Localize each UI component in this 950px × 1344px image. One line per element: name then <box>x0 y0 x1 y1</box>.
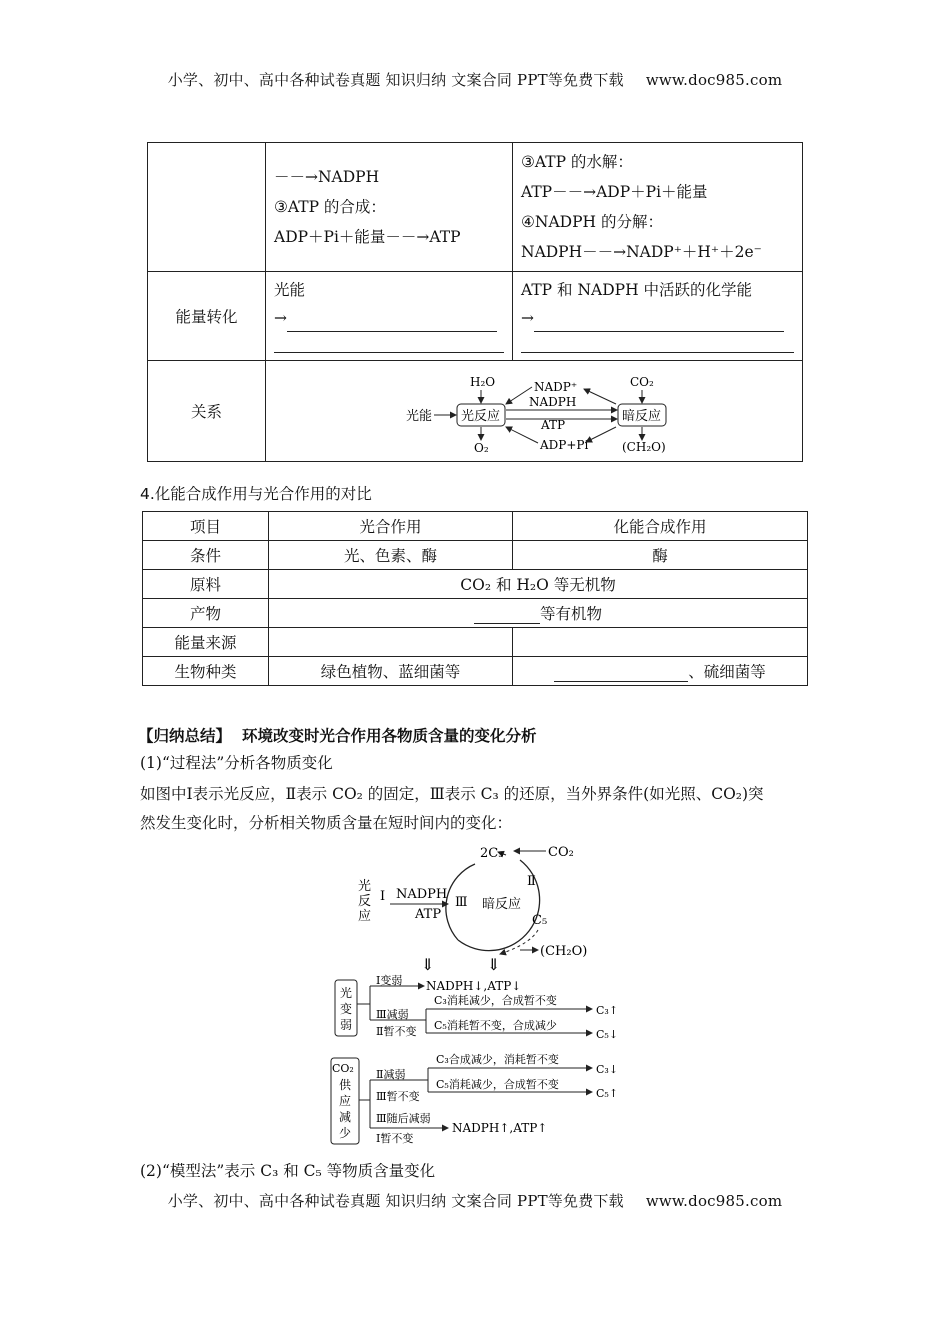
summary-p2-line2: 然发生变化时，分析相关物质含量在短时间内的变化： <box>140 814 513 832</box>
svg-text:反: 反 <box>358 894 372 909</box>
svg-text:减: 减 <box>339 1110 352 1124</box>
svg-text:CO₂: CO₂ <box>332 1062 354 1075</box>
co2-label: CO₂ <box>548 845 574 860</box>
svg-text:光: 光 <box>340 986 353 1000</box>
svg-text:少: 少 <box>339 1126 352 1140</box>
svg-text:Ⅰ变弱: Ⅰ变弱 <box>376 974 403 987</box>
table-row: 生物种类 绿色植物、蓝细菌等 、硫细菌等 <box>143 657 808 686</box>
svg-text:C₅消耗暂不变，合成减少: C₅消耗暂不变，合成减少 <box>434 1019 557 1032</box>
answer-blank[interactable] <box>554 667 688 682</box>
table-header-row: 项目 光合作用 化能合成作用 <box>143 512 808 541</box>
svg-text:C₃消耗减少，合成暂不变: C₃消耗减少，合成暂不变 <box>434 994 557 1007</box>
svg-text:C₅↑: C₅↑ <box>596 1087 619 1100</box>
svg-text:Ⅱ暂不变: Ⅱ暂不变 <box>376 1025 417 1038</box>
svg-text:Ⅰ暂不变: Ⅰ暂不变 <box>376 1132 414 1145</box>
energy-right-cell: ATP 和 NADPH 中活跃的化学能 → <box>513 272 803 361</box>
table-photosynthesis-continued <box>147 142 803 462</box>
change-analysis-diagram <box>320 838 640 1150</box>
table-row <box>148 272 803 361</box>
header-text: 小学、初中、高中各种试卷真题 知识归纳 文案合同 PPT等免费下载 <box>167 71 624 89</box>
row1-left-cell: －－→NADPH ③ATP 的合成： ADP＋Pi＋能量－－→ATP <box>266 143 513 272</box>
dark-reaction-label: 暗反应 <box>482 897 522 912</box>
ch2o-label: (CH₂O) <box>622 440 666 454</box>
summary-p3: (2)“模型法”表示 C₃ 和 C₅ 等物质含量变化 <box>140 1162 436 1180</box>
svg-text:⇓: ⇓ <box>421 955 435 974</box>
svg-text:Ⅲ: Ⅲ <box>455 895 468 910</box>
footer-url: www.doc985.com <box>645 1192 783 1210</box>
table-row <box>148 361 803 462</box>
table-row: 原料 CO₂ 和 H₂O 等无机物 <box>143 570 808 599</box>
answer-blank[interactable] <box>474 609 540 624</box>
ch2o-label: (CH₂O) <box>540 944 588 959</box>
light-energy-label: 光能 <box>406 409 433 424</box>
svg-text:C₅↓: C₅↓ <box>596 1028 619 1041</box>
summary-p2-line1: 如图中Ⅰ表示光反应，Ⅱ表示 CO₂ 的固定，Ⅲ表示 C₃ 的还原，当外界条件(如光照、CO₂)突 <box>140 785 764 803</box>
svg-text:C₅消耗减少，合成暂不变: C₅消耗减少，合成暂不变 <box>436 1078 559 1091</box>
svg-text:供: 供 <box>339 1078 352 1092</box>
svg-text:Ⅲ减弱: Ⅲ减弱 <box>376 1008 409 1021</box>
svg-text:变: 变 <box>340 1002 353 1016</box>
svg-text:C₃合成减少，消耗暂不变: C₃合成减少，消耗暂不变 <box>436 1053 559 1066</box>
answer-blank[interactable] <box>274 338 504 353</box>
svg-text:光: 光 <box>358 879 372 894</box>
svg-text:ATP: ATP <box>415 907 442 922</box>
svg-text:NADPH↑,ATP↑: NADPH↑,ATP↑ <box>452 1121 548 1135</box>
footer-text: 小学、初中、高中各种试卷真题 知识归纳 文案合同 PPT等免费下载 <box>167 1192 624 1210</box>
adp-label: ADP+Pi <box>540 438 589 452</box>
c5-label: C₅ <box>532 913 548 928</box>
table-row: 产物 等有机物 <box>143 599 808 628</box>
row-label: 能量转化 <box>148 272 266 361</box>
svg-text:NADPH: NADPH <box>396 887 448 902</box>
answer-cell[interactable] <box>269 628 513 657</box>
answer-blank[interactable] <box>521 338 794 353</box>
nadph-label: NADPH <box>529 395 577 409</box>
svg-text:Ⅲ随后减弱: Ⅲ随后减弱 <box>376 1112 431 1125</box>
svg-text:C₃↓: C₃↓ <box>596 1063 619 1076</box>
svg-text:C₃↑: C₃↑ <box>596 1004 619 1017</box>
answer-cell[interactable] <box>513 628 808 657</box>
svg-text:弱: 弱 <box>340 1018 353 1032</box>
row-label: 关系 <box>148 361 266 462</box>
nadp-label: NADP⁺ <box>534 380 578 394</box>
h2o-label: H₂O <box>470 375 496 389</box>
table-comparison <box>142 511 808 686</box>
page-footer <box>0 1190 950 1211</box>
energy-left-cell: 光能 → <box>266 272 513 361</box>
relation-diagram <box>266 361 802 457</box>
co2-label: CO₂ <box>630 375 654 389</box>
dark-reaction-label: 暗反应 <box>622 409 662 424</box>
svg-text:NADPH↓,ATP↓: NADPH↓,ATP↓ <box>426 979 522 993</box>
o2-label: O₂ <box>474 441 489 455</box>
atp-label: ATP <box>541 418 566 432</box>
table-row: 能量来源 <box>143 628 808 657</box>
relation-cell <box>266 361 803 462</box>
svg-text:应: 应 <box>339 1094 352 1108</box>
svg-text:Ⅲ暂不变: Ⅲ暂不变 <box>376 1090 420 1103</box>
svg-text:⇓: ⇓ <box>487 955 501 974</box>
header-url: www.doc985.com <box>645 71 783 89</box>
svg-text:Ⅱ: Ⅱ <box>527 874 536 889</box>
table-row <box>148 143 803 272</box>
row1-right-cell: ③ATP 的水解： ATP－－→ADP＋Pi＋能量 ④NADPH 的分解： NADPH－－→NADP⁺＋H⁺＋2e⁻ <box>513 143 803 272</box>
summary-p1: (1)“过程法”分析各物质变化 <box>140 754 333 772</box>
table-row: 条件 光、色素、酶 酶 <box>143 541 808 570</box>
page-header <box>0 69 950 90</box>
answer-blank[interactable] <box>534 317 784 332</box>
svg-text:Ⅱ减弱: Ⅱ减弱 <box>376 1068 406 1081</box>
summary-heading: 【归纳总结】 环境改变时光合作用各物质含量的变化分析 <box>138 727 537 745</box>
light-reaction-label: 光反应 <box>461 409 501 424</box>
svg-text:应: 应 <box>358 909 372 924</box>
c3-label: 2C₃ <box>480 846 504 861</box>
answer-blank[interactable] <box>287 317 497 332</box>
svg-text:Ⅰ: Ⅰ <box>380 889 386 904</box>
section-title: 4.化能合成作用与光合作用的对比 <box>140 485 372 503</box>
